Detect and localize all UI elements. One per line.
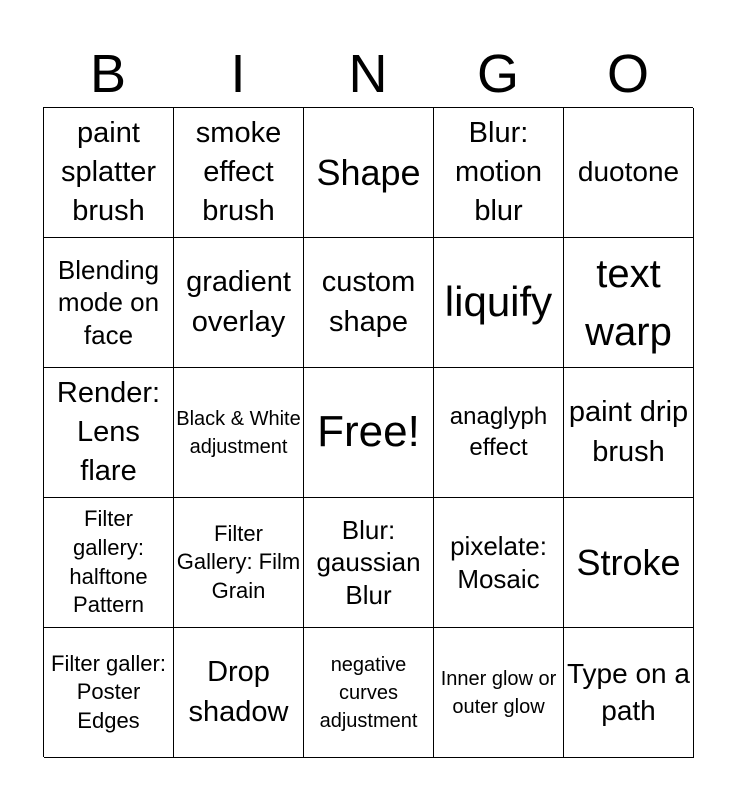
bingo-cell[interactable]: paint drip brush xyxy=(564,368,694,498)
bingo-cell[interactable]: pixelate: Mosaic xyxy=(434,498,564,628)
bingo-cell[interactable]: negative curves adjustment xyxy=(304,628,434,758)
bingo-cell[interactable]: Filter gallery: halftone Pattern xyxy=(44,498,174,628)
bingo-cell[interactable]: Shape xyxy=(304,108,434,238)
bingo-cell[interactable]: Drop shadow xyxy=(174,628,304,758)
bingo-cell[interactable]: Filter Gallery: Film Grain xyxy=(174,498,304,628)
bingo-cell[interactable]: Render: Lens flare xyxy=(44,368,174,498)
bingo-cell[interactable]: Filter galler: Poster Edges xyxy=(44,628,174,758)
bingo-cell[interactable]: gradient overlay xyxy=(174,238,304,368)
header-letter-g: G xyxy=(476,44,519,104)
header-letter-o: O xyxy=(606,44,649,104)
bingo-cell[interactable]: anaglyph effect xyxy=(434,368,564,498)
bingo-cell[interactable]: text warp xyxy=(564,238,694,368)
bingo-cell[interactable]: Blur: motion blur xyxy=(434,108,564,238)
bingo-cell[interactable]: Blending mode on face xyxy=(44,238,174,368)
bingo-cell[interactable]: Stroke xyxy=(564,498,694,628)
bingo-cell[interactable]: custom shape xyxy=(304,238,434,368)
bingo-cell[interactable]: duotone xyxy=(564,108,694,238)
bingo-cell[interactable]: paint splatter brush xyxy=(44,108,174,238)
header-letter-i: I xyxy=(230,44,246,104)
header-letter-b: B xyxy=(89,44,127,104)
bingo-header xyxy=(43,40,693,108)
bingo-card-grid xyxy=(43,107,693,757)
bingo-cell[interactable]: Blur: gaussian Blur xyxy=(304,498,434,628)
bingo-cell[interactable]: liquify xyxy=(434,238,564,368)
bingo-cell[interactable]: Type on a path xyxy=(564,628,694,758)
bingo-cell[interactable]: Inner glow or outer glow xyxy=(434,628,564,758)
free-space-cell[interactable]: Free! xyxy=(304,368,434,498)
bingo-cell[interactable]: Black & White adjustment xyxy=(174,368,304,498)
header-letter-n: N xyxy=(348,44,388,104)
bingo-cell[interactable]: smoke effect brush xyxy=(174,108,304,238)
